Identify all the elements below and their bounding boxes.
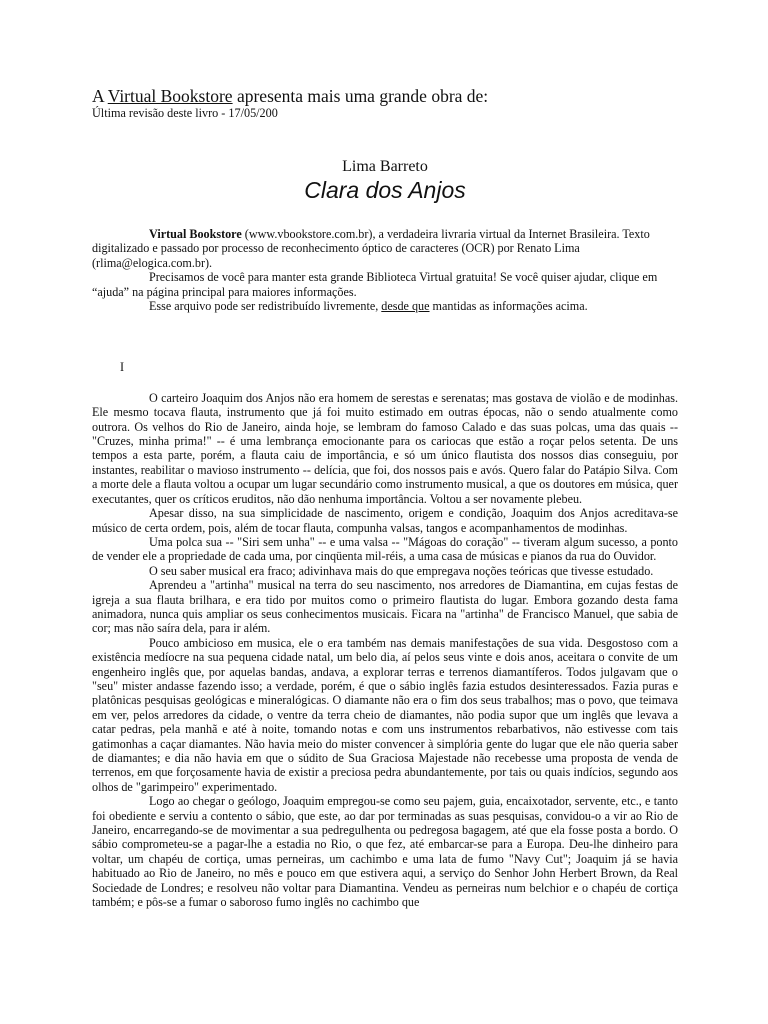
header-prefix: A: [92, 86, 108, 106]
intro-p1-text: (www.vbookstore.com.br), a verdadeira livraria virtual da Internet Brasileira. Texto digitalizado e passado por processo de reconhecimento óptico de caracteres (OCR) por Renato Lima (rlima@elogica.com.br).: [92, 227, 650, 270]
chapter-body: [92, 391, 678, 910]
intro-section: [92, 227, 678, 313]
book-title: Clara dos Anjos: [304, 177, 466, 203]
document-page: [92, 86, 678, 909]
intro-paragraph-2: Precisamos de você para manter esta grande Biblioteca Virtual gratuita! Se você quiser ajudar, clique em “ajuda” na página principal para maiores informações.: [92, 270, 658, 299]
body-paragraph: Apesar disso, na sua simplicidade de nascimento, origem e condição, Joaquim dos Anjos acreditava-se músico de certa ordem, pois, além de tocar flauta, compunha valsas, tangos e acompanhamentos de modinhas.: [92, 506, 678, 535]
intro-bold-name: Virtual Bookstore: [149, 227, 242, 241]
book-author: Lima Barreto: [342, 158, 428, 175]
header-suffix: apresenta mais uma grande obra de:: [232, 86, 489, 106]
intro-p3-underlined: desde que: [381, 299, 430, 314]
header-line: [92, 86, 678, 106]
body-paragraph: Pouco ambicioso em musica, ele o era também nas demais manifestações de sua vida. Desgostoso com a existência medíocre na sua pequena cidade natal, um belo dia, aí pelos seus vinte e dois anos, aceitara o convite de um engenheiro inglês que, por aquelas bandas, andava, a explorar terras e terrenos diamantíferos. Todos julgavam que o "seu" mister andasse fazendo isso; a verdade, porém, é que o sábio inglês fazia estudos desinteressados. Fazia puras e platônicas pesquisas geológicas e mineralógicas. O diamante não era o fim dos seus trabalhos; mas o povo, que teimava em ver, pelos arredores da cidade, o ventre da terra cheio de diamantes, não podia supor que um inglês que levava a catar pedras, pela manhã e até à noite, tomando notas e com uns instrumentos rebarbativos, não estivesse com tais gatimonhas a caçar diamantes. Não havia meio do mister convencer à simplória gente do lugar que ele não queria saber de diamantes; e dia não havia em que o súdito de Sua Graciosa Majestade não recebesse uma proposta de venda de terrenos, em que forçosamente havia de existir a preciosa pedra abundantemente, por tais ou quais indícios, segundo aos olhos de "garimpeiro" experimentado.: [92, 635, 678, 794]
intro-p3-text-b: mantidas as informações acima.: [429, 299, 588, 314]
body-paragraph: Logo ao chegar o geólogo, Joaquim empregou-se como seu pajem, guia, encaixotador, servente, etc., e tanto foi obediente e serviu a contento o sábio, que este, ao dar por terminadas as suas pesquisas, convidou-o a vir ao Rio de Janeiro, encarregando-se de movimentar a sua pedregulhenta ou pedregosa bagagem, até que ela fosse posta a bordo. O sábio comprometeu-se a pagar-lhe a estadia no Rio, o que fez, até embarcar-se para a Europa. Deu-lhe dinheiro para voltar, um chapéu de cortiça, umas perneiras, um cachimbo e uma lata de fumo "Navy Cut"; Joaquim já se havia habituado ao Rio de Janeiro, no mês e pouco em que estivera aqui, a serviço do Senhor John Herbert Brown, da Real Sociedade de Londres; e resolveu não voltar para Diamantina. Vendeu as perneiras num belchior e o chapéu de cortiça também; e pôs-se a fumar o saboroso fumo inglês no cachimbo que: [92, 794, 678, 910]
body-paragraph: Aprendeu a "artinha" musical na terra do seu nascimento, nos arredores de Diamantina, em cujas festas de igreja a sua flauta brilhara, e era tido por muitos como o primeiro flautista do lugar. Embora gozando desta fama animadora, nunca quis ampliar os seus conhecimentos musicais. Ficara na "artinha" de Francisco Manuel, que sabia de cor; mas não saíra dela, para ir além.: [92, 578, 678, 636]
virtual-bookstore-link[interactable]: Virtual Bookstore: [107, 86, 233, 106]
chapter-number: I: [120, 360, 125, 375]
body-paragraph: O carteiro Joaquim dos Anjos não era homem de serestas e serenatas; mas gostava de violão e de modinhas. Ele mesmo tocava flauta, instrumento que já foi muito estimado em outras épocas, não o sendo atualmente como outrora. Os velhos do Rio de Janeiro, ainda hoje, se lembram do famoso Calado e das suas polcas, uma das quais -- "Cruzes, minha prima!" -- é uma lembrança emocionante para os cariocas que estão a roçar pelos setenta. De uns tempos a esta parte, porém, a flauta caiu de importância, e só um único flautista dos nossos dias conseguiu, por instantes, reabilitar o mavioso instrumento -- delícia, que foi, dos nossos pais e avós. Quero falar do Patápio Silva. Com a morte dele a flauta voltou a ocupar um lugar secundário como instrumento musical, a que os doutores em música, quer executantes, quer os críticos eruditos, não dão nenhuma importância. Voltou a ser novamente plebeu.: [92, 390, 678, 506]
revision-date: Última revisão deste livro - 17/05/200: [92, 106, 278, 120]
intro-paragraph-3: [92, 299, 678, 313]
intro-paragraph-1: [92, 227, 678, 270]
intro-p3-text-a: Esse arquivo pode ser redistribuído livremente,: [149, 299, 382, 314]
body-paragraph: O seu saber musical era fraco; adivinhava mais do que empregava noções teóricas que tivesse estudado.: [149, 563, 654, 578]
body-paragraph: Uma polca sua -- "Siri sem unha" -- e uma valsa -- "Mágoas do coração" -- tiveram algum sucesso, a ponto de vender ele a propriedade de cada uma, por cinqüenta mil-réis, a uma casa de músicas e pianos da rua do Ouvidor.: [92, 534, 678, 564]
